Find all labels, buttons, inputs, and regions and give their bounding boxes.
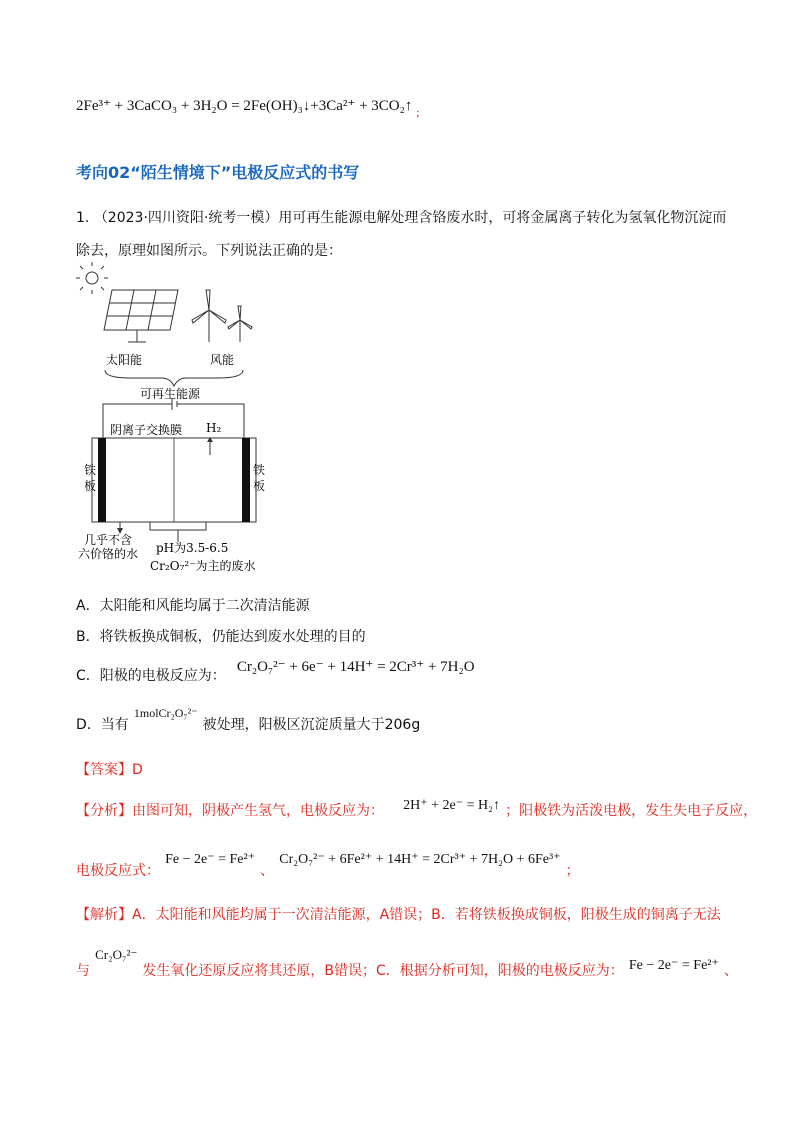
analysis-end: ； — [565, 863, 580, 879]
analysis-eq-2: Fe − 2e⁻ = Fe²⁺ — [165, 852, 256, 867]
electrolysis-diagram — [70, 260, 290, 580]
solar-label: 太阳能 — [106, 353, 143, 367]
answer-value: D — [132, 762, 143, 778]
explanation-line-1 — [76, 904, 721, 924]
option-d-prefix: D．当有 — [76, 717, 129, 733]
outlet-label-2: 六价铬的水 — [78, 547, 139, 561]
option-d-equation: 1molCr₂O₇²⁻ — [133, 706, 198, 720]
question-number: 1. — [76, 210, 90, 226]
left-plate-label-1: 铁 — [84, 463, 97, 477]
right-plate-label-2: 板 — [253, 479, 266, 493]
brace — [105, 370, 243, 386]
analysis-text-1: 由图可知，阴极产生氢气，电极反应为： — [132, 803, 384, 819]
sun-icon — [76, 262, 108, 294]
top-equation-end: ; — [416, 105, 420, 119]
analysis-sep: 、 — [260, 863, 275, 879]
analysis-text-3: 电极反应式： — [76, 863, 160, 879]
top-equation — [76, 96, 420, 119]
right-plate-label-1: 铁 — [253, 463, 266, 477]
analysis-line-1 — [76, 794, 758, 819]
option-c-equation: Cr₂O₇²⁻ + 6e⁻ + 14H⁺ = 2Cr³⁺ + 7H₂O — [236, 659, 475, 675]
inlet-label-1: pH为3.5-6.5 — [156, 541, 229, 555]
answer-tag: 【答案】 — [76, 762, 132, 778]
analysis-eq-3: Cr₂O₇²⁻ + 6Fe²⁺ + 14H⁺ = 2Cr³⁺ + 7H₂O + 6Fe³⁺ — [279, 852, 561, 867]
top-equation-text: 2Fe³⁺ + 3CaCO₃ + 3H₂O = 2Fe(OH)₃↓+3Ca²⁺ + 3CO₂↑ — [76, 98, 413, 114]
analysis-line-2 — [76, 848, 580, 879]
inlet-label-2: Cr₂O₇²⁻为主的废水 — [150, 559, 256, 573]
solar-panel-icon — [104, 290, 178, 342]
h2-label: H₂ — [206, 421, 222, 435]
explanation-text-2c: 、 — [723, 963, 738, 979]
left-plate-label-2: 板 — [84, 479, 97, 493]
answer — [76, 759, 143, 779]
analysis-eq-1: 2H⁺ + 2e⁻ = H₂↑ — [403, 798, 500, 813]
section-heading: 考向02“陌生情境下”电极反应式的书写 — [76, 163, 360, 182]
option-b: B．将铁板换成铜板，仍能达到废水处理的目的 — [76, 629, 366, 645]
source-label: 可再生能源 — [140, 387, 201, 401]
option-d — [76, 702, 421, 733]
question-line-2: 除去，原理如图所示。下列说法正确的是： — [76, 243, 342, 259]
explanation-text-2a: 与 — [76, 963, 90, 979]
explanation-eq-b: Fe − 2e⁻ = Fe²⁺ — [628, 958, 719, 973]
left-iron-plate — [98, 438, 106, 522]
option-a: A．太阳能和风能均属于二次清洁能源 — [76, 598, 310, 614]
explanation-eq-a: Cr₂O₇²⁻ — [95, 947, 138, 962]
question-line-1 — [76, 207, 726, 227]
explanation-tag: 【解析】 — [76, 907, 132, 923]
option-c-prefix: C．阳极的电极反应为： — [76, 668, 226, 684]
analysis-tag: 【分析】 — [76, 803, 132, 819]
right-iron-plate — [242, 438, 250, 522]
question-text-1: （2023·四川资阳·统考一模）用可再生能源电解处理含铬废水时，可将金属离子转化为氢氧化物沉淀而 — [93, 210, 727, 226]
outlet-label-1: 几乎不含 — [84, 533, 133, 547]
explanation-text-1: A．太阳能和风能均属于一次清洁能源，A错误；B．若将铁板换成铜板，阳极生成的铜离子无法 — [132, 907, 721, 923]
analysis-text-2: ；阳极铁为活泼电极，发生失电子反应， — [505, 803, 758, 819]
option-d-suffix: 被处理，阳极区沉淀质量大于206g — [202, 717, 421, 733]
wind-turbine-icon — [192, 290, 252, 342]
inlet-pipe — [150, 522, 206, 530]
explanation-text-2b: 发生氧化还原反应将其还原，B错误；C．根据分析可知，阳极的电极反应为： — [142, 963, 624, 979]
membrane-label: 阴离子交换膜 — [110, 423, 183, 437]
wind-label: 风能 — [210, 353, 235, 367]
option-c — [76, 656, 475, 684]
explanation-line-2 — [76, 944, 738, 979]
